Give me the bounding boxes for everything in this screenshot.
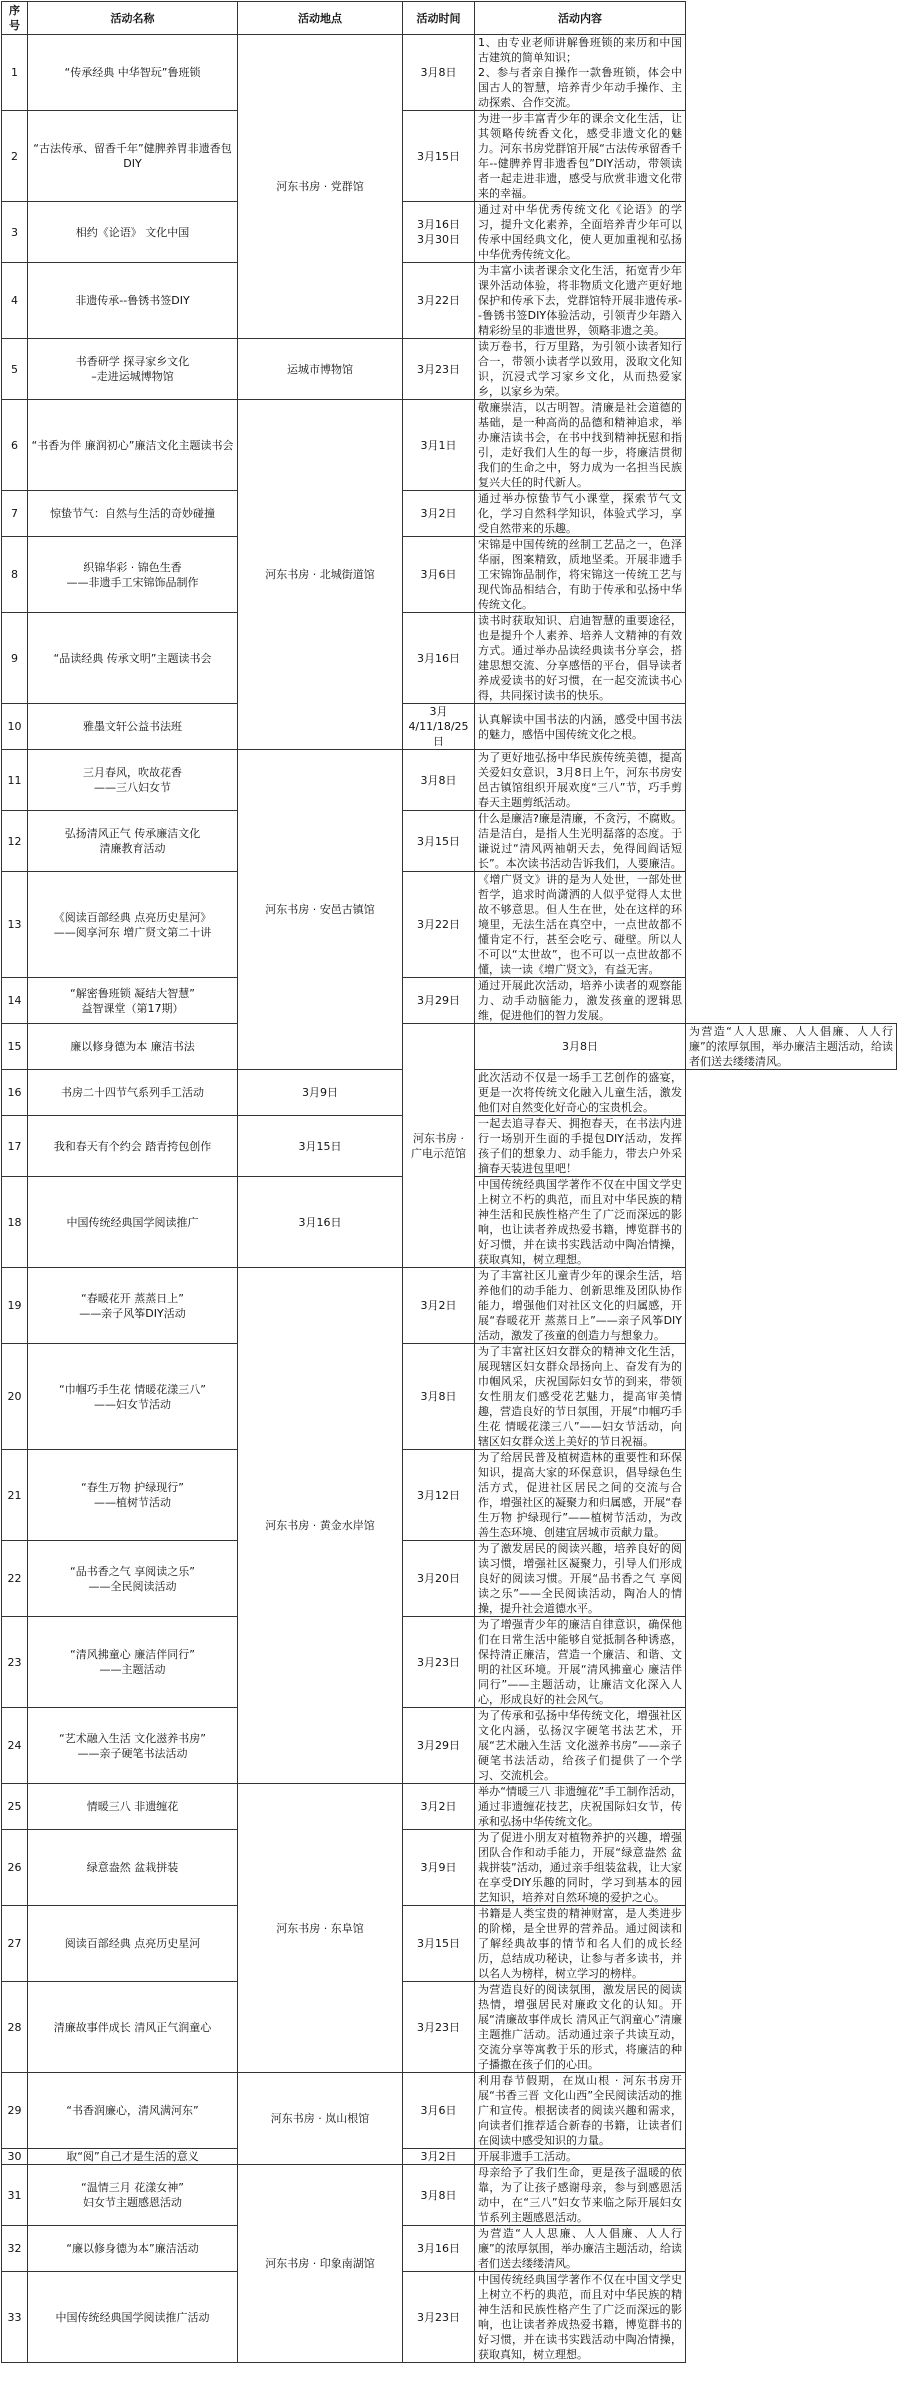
row-number: 2 <box>2 111 28 202</box>
row-number: 18 <box>2 1177 28 1268</box>
activity-name: 阅读百部经典 点亮历史星河 <box>28 1906 238 1982</box>
activity-time: 3月9日 <box>403 1830 475 1906</box>
activity-name: 取“阅”自己才是生活的意义 <box>28 2149 238 2165</box>
activity-name: 三月春风，吹故花香 ——三八妇女节 <box>28 750 238 811</box>
activity-time: 3月16日 <box>403 2226 475 2272</box>
activity-name: 相约《论语》 文化中国 <box>28 202 238 263</box>
row-number: 30 <box>2 2149 28 2165</box>
header-location: 活动地点 <box>238 2 403 35</box>
table-row <box>2 202 897 263</box>
table-row <box>2 2073 897 2149</box>
activity-time: 3月20日 <box>403 1541 475 1617</box>
activity-content: 通过对中华优秀传统文化《论语》的学习，提升文化素养，全面培养青少年可以传承中国经典文化，使人更加重视和弘扬中华优秀传统文化。 <box>475 202 686 263</box>
activity-name: “解密鲁班锁 凝结大智慧” 益智课堂（第17期） <box>28 978 238 1024</box>
activity-location: 河东书房 · 广电示范馆 <box>403 1024 475 1268</box>
activity-time: 3月23日 <box>403 2272 475 2363</box>
row-number: 26 <box>2 1830 28 1906</box>
activity-location: 运城市博物馆 <box>238 339 403 400</box>
table-row <box>2 978 897 1024</box>
row-number: 5 <box>2 339 28 400</box>
activity-name: “古法传承、留香千年”健脾养胃非遗香包DIY <box>28 111 238 202</box>
table-row <box>2 704 897 750</box>
activity-content: 为营造良好的阅读氛围，激发居民的阅读热情，增强居民对廉政文化的认知。开展“清廉故事伴成长 清风正气润童心”清廉主题推广活动。活动通过亲子共读互动，交流分享等寓教于乐的形式，将廉洁的种子播撒在孩子们的心田。 <box>475 1982 686 2073</box>
activity-content: 敬廉崇洁，以古明智。清廉是社会道德的基础，是一种高尚的品德和精神追求，举办廉洁读书会，在书中找到精神抚慰和指引，走好我们人生的每一步，将廉洁贯彻我们的生命之中，努力成为一名担当民族复兴大任的时代新人。 <box>475 400 686 491</box>
row-number: 11 <box>2 750 28 811</box>
activity-name: “巾帼巧手生花 情暖花漾三八” ——妇女节活动 <box>28 1344 238 1450</box>
activity-content: 举办“情暖三八 非遗缠花”手工制作活动，通过非遗缠花技艺，庆祝国际妇女节，传承和弘扬中华传统文化。 <box>475 1784 686 1830</box>
row-number: 15 <box>2 1024 28 1070</box>
header-no: 序号 <box>2 2 28 35</box>
row-number: 29 <box>2 2073 28 2149</box>
activity-content: 一起去追寻春天、拥抱春天，在书法内进行一场别开生面的手提包DIY活动，发挥孩子们的想象力、动手能力，带去户外采摘春天装进包里吧！ <box>475 1116 686 1177</box>
activity-content: 为营造“人人思廉、人人倡廉、人人行廉”的浓厚氛围，举办廉洁主题活动，给读者们送去缕缕清风。 <box>475 2226 686 2272</box>
activity-time: 3月2日 <box>403 1784 475 1830</box>
activity-time: 3月15日 <box>238 1116 403 1177</box>
activity-time: 3月16日 3月30日 <box>403 202 475 263</box>
activity-content: 读万卷书，行万里路，为引领小读者知行合一，带领小读者学以致用，汲取文化知识，沉浸式学习家乡文化，从而热爱家乡，以家乡为荣。 <box>475 339 686 400</box>
row-number: 22 <box>2 1541 28 1617</box>
activity-content: 此次活动不仅是一场手工艺创作的盛宴，更是一次将传统文化融入儿童生活，激发他们对自然变化好奇心的宝贵机会。 <box>475 1070 686 1116</box>
header-time: 活动时间 <box>403 2 475 35</box>
activity-time: 3月16日 <box>403 613 475 704</box>
activity-time: 3月22日 <box>403 872 475 978</box>
activity-time: 3月29日 <box>403 978 475 1024</box>
activity-content: 通过开展此次活动，培养小读者的观察能力、动手动脑能力，激发孩童的逻辑思维，促进他们的智力发展。 <box>475 978 686 1024</box>
activity-content: 利用春节假期，在岚山根 · 河东书房开展“书香三晋 文化山西”全民阅读活动的推广和宣传。根据读者的阅读兴趣和需求，向读者们推荐适合新春的书籍，让读者们在阅读中感受知识的力量。 <box>475 2073 686 2149</box>
activity-content: 开展非遗手工活动。 <box>475 2149 686 2165</box>
table-row <box>2 1830 897 1906</box>
activity-name: 中国传统经典国学阅读推广 <box>28 1177 238 1268</box>
activity-time: 3月8日 <box>475 1024 686 1070</box>
activity-name: 中国传统经典国学阅读推广活动 <box>28 2272 238 2363</box>
row-number: 9 <box>2 613 28 704</box>
activity-time: 3月12日 <box>403 1450 475 1541</box>
table-row <box>2 2165 897 2226</box>
row-number: 7 <box>2 491 28 537</box>
activity-content: 通过举办惊蛰节气小课堂，探索节气文化，学习自然科学知识，体验式学习，享受自然带来的乐趣。 <box>475 491 686 537</box>
activity-time: 3月8日 <box>403 750 475 811</box>
activity-content: 书籍是人类宝贵的精神财富，是人类进步的阶梯，是全世界的营养品。通过阅读和了解经典故事的情节和名人们的成长经历，总结成功秘诀，让参与者多读书，并以名人为榜样，树立学习的榜样。 <box>475 1906 686 1982</box>
table-row <box>2 1617 897 1708</box>
activity-location: 河东书房 · 岚山根馆 <box>238 2073 403 2165</box>
activity-name: “传承经典 中华智玩”鲁班锁 <box>28 35 238 111</box>
activity-name: “艺术融入生活 文化滋养书房” ——亲子硬笔书法活动 <box>28 1708 238 1784</box>
table-row <box>2 1906 897 1982</box>
activity-content: 为了给居民普及植树造林的重要性和环保知识，提高大家的环保意识，倡导绿色生活方式，促进社区居民之间的交流与合作，增强社区的凝聚力和归属感，开展“春生万物 护绿现行”——植树节活动，为改善生态环境、创建宜居城市贡献力量。 <box>475 1450 686 1541</box>
activity-time: 3月6日 <box>403 2073 475 2149</box>
activity-name: “春生万物 护绿现行” ——植树节活动 <box>28 1450 238 1541</box>
activity-name: 非遗传承--鲁锈书签DIY <box>28 263 238 339</box>
activity-content: 为了传承和弘扬中华传统文化，增强社区文化内涵，弘扬汉字硬笔书法艺术，开展“艺术融入生活 文化滋养书房”——亲子硬笔书法活动，给孩子们提供了一个学习、交流机会。 <box>475 1708 686 1784</box>
row-number: 25 <box>2 1784 28 1830</box>
activity-time: 3月15日 <box>403 811 475 872</box>
activity-content: 为营造“人人思廉、人人倡廉、人人行廉”的浓厚氛围，举办廉洁主题活动，给读者们送去缕缕清风。 <box>686 1024 897 1070</box>
row-number: 16 <box>2 1070 28 1116</box>
activity-content: 中国传统经典国学著作不仅在中国文学史上树立不朽的典范，而且对中华民族的精神生活和民族性格产生了广泛而深远的影响，也让读者养成热爱书籍，博览群书的好习惯，并在读书实践活动中陶冶情操，获取真知，树立理想。 <box>475 1177 686 1268</box>
activity-content: 为丰富小读者课余文化生活，拓宽青少年课外活动体验，将非物质文化遗产更好地保护和传承下去，党群馆特开展非遗传承--鲁锈书签DIY体验活动，引领青少年踏入精彩纷呈的非遗世界，领略非遗之美。 <box>475 263 686 339</box>
row-number: 6 <box>2 400 28 491</box>
row-number: 12 <box>2 811 28 872</box>
activity-content: 中国传统经典国学著作不仅在中国文学史上树立不朽的典范，而且对中华民族的精神生活和民族性格产生了广泛而深远的影响，也让读者养成热爱书籍，博览群书的好习惯，并在读书实践活动中陶冶情操，获取真知，树立理想。 <box>475 2272 686 2363</box>
table-row <box>2 1784 897 1830</box>
table-row <box>2 1708 897 1784</box>
row-number: 4 <box>2 263 28 339</box>
row-number: 20 <box>2 1344 28 1450</box>
activity-name: “春暖花开 蒸蒸日上” ——亲子风筝DIY活动 <box>28 1268 238 1344</box>
header-content: 活动内容 <box>475 2 686 35</box>
activity-content: 1、由专业老师讲解鲁班锁的来历和中国古建筑的简单知识； 2、参与者亲自操作一款鲁班锁，体会中国古人的智慧，培养青少年动手操作、主动探索、合作交流。 <box>475 35 686 111</box>
table-row <box>2 1024 897 1070</box>
activity-location: 河东书房 · 黄金水岸馆 <box>238 1268 403 1784</box>
activity-time: 3月15日 <box>403 111 475 202</box>
activity-name: 织锦华彩 · 锦色生香 ——非遗手工宋锦饰品制作 <box>28 537 238 613</box>
activity-name: 书香研学 探寻家乡文化 –走进运城博物馆 <box>28 339 238 400</box>
activity-content: 什么是廉洁?廉是清廉，不贪污，不腐败。洁是洁白，是指人生光明磊落的态度。于谦说过“清风两袖朝天去，免得闾阎话短长”。本次读书活动告诉我们，人要廉洁。 <box>475 811 686 872</box>
activity-name: “温情三月 花漾女神” 妇女节主题感恩活动 <box>28 2165 238 2226</box>
activity-time: 3月8日 <box>403 1344 475 1450</box>
table-row <box>2 339 897 400</box>
activity-time: 3月1日 <box>403 400 475 491</box>
activity-content: 宋锦是中国传统的丝制工艺品之一，色泽华丽，图案精致，质地坚柔。开展非遗手工宋锦饰品制作，将宋锦这一传统工艺与现代饰品相结合，有助于传承和弘扬中华传统文化。 <box>475 537 686 613</box>
activity-time: 3月29日 <box>403 1708 475 1784</box>
table-row <box>2 537 897 613</box>
activity-time: 3月2日 <box>403 1268 475 1344</box>
table-row <box>2 2272 897 2363</box>
row-number: 27 <box>2 1906 28 1982</box>
activity-content: 为了更好地弘扬中华民族传统美德，提高关爱妇女意识，3月8日上午，河东书房安邑古镇馆组织开展欢度“三八”节，巧手剪春天主题剪纸活动。 <box>475 750 686 811</box>
activity-time: 3月16日 <box>238 1177 403 1268</box>
activity-name: “书香为伴 廉润初心”廉洁文化主题读书会 <box>28 400 238 491</box>
row-number: 17 <box>2 1116 28 1177</box>
row-number: 23 <box>2 1617 28 1708</box>
activity-time: 3月6日 <box>403 537 475 613</box>
row-number: 8 <box>2 537 28 613</box>
row-number: 14 <box>2 978 28 1024</box>
activity-name: “品读经典 传承文明”主题读书会 <box>28 613 238 704</box>
activity-content: 为了丰富社区妇女群众的精神文化生活，展现辖区妇女群众昂扬向上、奋发有为的巾帼风采，庆祝国际妇女节的到来，带领女性朋友们感受花艺魅力，提高审美情趣，营造良好的节日氛围，开展“巾帼巧手生花 情暖花漾三八”——妇女节活动，向辖区妇女群众送上美好的节日祝福。 <box>475 1344 686 1450</box>
activity-name: 我和春天有个约会 踏青挎包创作 <box>28 1116 238 1177</box>
activity-name: 情暖三八 非遗缠花 <box>28 1784 238 1830</box>
activity-time: 3月23日 <box>403 1617 475 1708</box>
activity-time: 3月2日 <box>403 2149 475 2165</box>
activity-time: 3月2日 <box>403 491 475 537</box>
activity-name: 廉以修身德为本 廉洁书法 <box>28 1024 238 1070</box>
activity-content: 母亲给予了我们生命，更是孩子温暖的依靠，为了让孩子感谢母亲，参与到感恩活动中，在“三八”妇女节来临之际开展妇女节系列主题感恩活动。 <box>475 2165 686 2226</box>
activity-time: 3月22日 <box>403 263 475 339</box>
activity-table <box>1 1 897 2363</box>
row-number: 13 <box>2 872 28 978</box>
table-row <box>2 2226 897 2272</box>
activity-name: 惊蛰节气：自然与生活的奇妙碰撞 <box>28 491 238 537</box>
activity-name: 清廉故事伴成长 清风正气润童心 <box>28 1982 238 2073</box>
activity-content: 读书时获取知识、启迪智慧的重要途径，也是提升个人素养、培养人文精神的有效方式。通过举办品读经典读书分享会，搭建思想交流、分享感悟的平台，倡导读者养成爱读书的好习惯，在一起交流读书心得，共同探讨读书的快乐。 <box>475 613 686 704</box>
table-row <box>2 1982 897 2073</box>
table-row <box>2 811 897 872</box>
activity-content: 为了激发居民的阅读兴趣，培养良好的阅读习惯，增强社区凝聚力，引导人们形成良好的阅读习惯。开展“品书香之气 享阅读之乐”——全民阅读活动，陶冶人的情操，提升社会道德水平。 <box>475 1541 686 1617</box>
table-row <box>2 1344 897 1450</box>
activity-name: 《阅读百部经典 点亮历史星河》 ——阅享河东 增广贤文第二十讲 <box>28 872 238 978</box>
table-row <box>2 1450 897 1541</box>
activity-content: 为了促进小朋友对植物养护的兴趣，增强团队合作和动手能力，开展“绿意盎然 盆栽拼装”活动，通过亲手组装盆栽，让大家在享受DIY乐趣的同时，学习到基本的园艺知识，培养对自然环境的爱护之心。 <box>475 1830 686 1906</box>
activity-time: 3月23日 <box>403 1982 475 2073</box>
activity-name: “清风拂童心 廉洁伴同行” ——主题活动 <box>28 1617 238 1708</box>
table-row <box>2 872 897 978</box>
table-row <box>2 111 897 202</box>
activity-name: 书房二十四节气系列手工活动 <box>28 1070 238 1116</box>
table-row <box>2 2149 897 2165</box>
activity-content: 为了丰富社区儿童青少年的课余生活，培养他们的动手能力、创新思维及团队协作能力，增强他们对社区文化的归属感，开展“春暖花开 蒸蒸日上”——亲子风筝DIY活动，激发了孩童的创造力与想象力。 <box>475 1268 686 1344</box>
activity-location: 河东书房 · 安邑古镇馆 <box>238 750 403 1070</box>
activity-time: 3月8日 <box>403 2165 475 2226</box>
table-row <box>2 35 897 111</box>
activity-time: 3月 4/11/18/25日 <box>403 704 475 750</box>
activity-content: 为了增强青少年的廉洁自律意识，确保他们在日常生活中能够自觉抵制各种诱惑，保持清正廉洁，营造一个廉洁、和谐、文明的社区环境。开展“清风拂童心 廉洁伴同行”——主题活动，让廉洁文化深入人心，形成良好的社会风气。 <box>475 1617 686 1708</box>
activity-time: 3月15日 <box>403 1906 475 1982</box>
activity-time: 3月8日 <box>403 35 475 111</box>
activity-name: “品书香之气 享阅读之乐” ——全民阅读活动 <box>28 1541 238 1617</box>
activity-time: 3月23日 <box>403 339 475 400</box>
activity-name: 雅墨文轩公益书法班 <box>28 704 238 750</box>
row-number: 1 <box>2 35 28 111</box>
row-number: 3 <box>2 202 28 263</box>
row-number: 32 <box>2 2226 28 2272</box>
row-number: 10 <box>2 704 28 750</box>
activity-content: 《增广贤文》讲的是为人处世，一部处世哲学，追求时尚潇洒的人似乎觉得人太世故不够意思。但人生在世，处在这样的环境里，无法生活在真空中，一点世故都不懂肯定不行，甚至会吃亏、碰壁。所以人不可以“太世故”，也不可以一点世故都不懂，读一读《增广贤文》，有益无害。 <box>475 872 686 978</box>
activity-content: 认真解读中国书法的内涵，感受中国书法的魅力，感悟中国传统文化之根。 <box>475 704 686 750</box>
table-row <box>2 613 897 704</box>
activity-name: “廉以修身德为本”廉洁活动 <box>28 2226 238 2272</box>
activity-time: 3月9日 <box>238 1070 403 1116</box>
activity-content: 为进一步丰富青少年的课余文化生活，让其领略传统香文化，感受非遗文化的魅力。河东书房党群馆开展“古法传承留香千年--健脾养胃非遗香包”DIY活动，带领读者一起走进非遗，感受与欣赏非遗文化带来的幸福。 <box>475 111 686 202</box>
row-number: 19 <box>2 1268 28 1344</box>
table-row <box>2 1268 897 1344</box>
header-row <box>2 2 897 35</box>
activity-name: 绿意盎然 盆栽拼装 <box>28 1830 238 1906</box>
activity-location: 河东书房 · 印象南湖馆 <box>238 2165 403 2363</box>
activity-location: 河东书房 · 北城街道馆 <box>238 400 403 750</box>
activity-location: 河东书房 · 党群馆 <box>238 35 403 339</box>
row-number: 31 <box>2 2165 28 2226</box>
table-row <box>2 263 897 339</box>
table-row <box>2 1541 897 1617</box>
header-name: 活动名称 <box>28 2 238 35</box>
activity-name: “书香润廉心，清风满河东” <box>28 2073 238 2149</box>
table-row <box>2 400 897 491</box>
activity-location: 河东书房 · 东阜馆 <box>238 1784 403 2073</box>
table-row <box>2 750 897 811</box>
table-row <box>2 491 897 537</box>
row-number: 28 <box>2 1982 28 2073</box>
activity-name: 弘扬清风正气 传承廉洁文化 清廉教育活动 <box>28 811 238 872</box>
row-number: 21 <box>2 1450 28 1541</box>
row-number: 33 <box>2 2272 28 2363</box>
row-number: 24 <box>2 1708 28 1784</box>
